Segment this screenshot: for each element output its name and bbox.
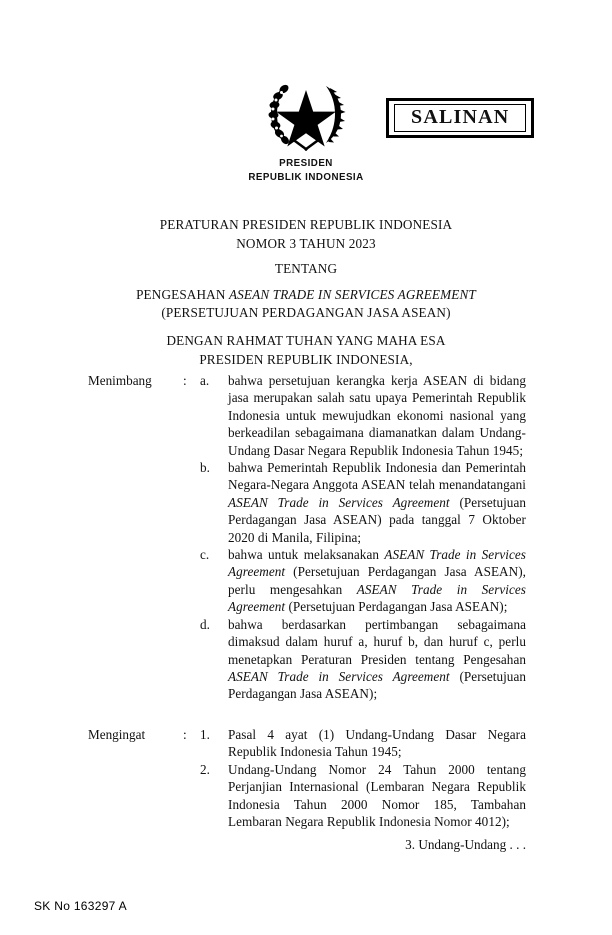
menimbang-item [0,616,612,703]
salinan-stamp-label: SALINAN [394,104,526,132]
mengingat-item-marker: 1. [200,727,210,742]
title-subject-agreement-name: ASEAN TRADE IN SERVICES AGREEMENT [228,286,476,302]
menimbang-item-marker: a. [200,373,210,388]
mengingat-row [0,726,612,830]
preamble-line-blessing: DENGAN RAHMAT TUHAN YANG MAHA ESA [166,333,446,348]
menimbang-item [0,372,612,459]
clause-text-run: bahwa berdasarkan pertimbangan sebagaimana dimaksud dalam huruf a, huruf b, dan huruf c, perlu menetapkan Peraturan Presiden tentang Pengesahan [228,616,526,667]
agreement-name-italic: ASEAN Trade in Services Agreement [228,494,450,510]
menimbang-item-text [228,546,526,616]
clause-text-run: (Persetujuan Perdagangan Jasa ASEAN); [285,599,508,615]
indonesian-national-emblem-star-wreath [260,72,352,156]
document-title-block [56,216,556,323]
salinan-stamp [386,98,534,138]
title-line-subject-translation: (PERSETUJUAN PERDAGANGAN JASA ASEAN) [161,305,451,320]
menimbang-item-marker: b. [200,460,210,476]
title-line-number: NOMOR 3 TAHUN 2023 [236,235,376,251]
clause-text-run: Undang-Undang Nomor 24 Tahun 2000 tentang Perjanjian Internasional (Lembaran Negara Republik Indonesia Tahun 2000 Nomor 185, Tambahan Lembaran Negara Republik Indonesia Nomor 4012); [228,761,526,830]
menimbang-item-marker: d. [200,616,210,632]
clause-text-run: (Persetujuan Perdagangan Jasa ASEAN) pada tanggal 7 Oktober 2020 di Manila, Filipina; [228,494,526,545]
title-line-subject [56,286,556,305]
title-line-tentang: TENTANG [274,261,338,276]
emblem-caption-line-2: REPUBLIK INDONESIA [248,170,364,183]
menimbang-item-marker: c. [200,547,210,563]
menimbang-item [0,546,612,616]
menimbang-item-text [228,372,526,459]
preamble-line-president: PRESIDEN REPUBLIK INDONESIA, [199,351,413,367]
menimbang-row [0,372,612,703]
title-subject-prefix: PENGESAHAN [136,286,229,302]
clause-text-run: Pasal 4 ayat (1) Undang-Undang Dasar Negara Republik Indonesia Tahun 1945; [228,727,526,760]
menimbang-item [0,459,612,546]
mengingat-item [0,726,612,761]
agreement-name-italic: ASEAN Trade in Services Agreement [228,581,526,615]
emblem-caption-line-1: PRESIDEN [279,157,333,169]
mengingat-item-text [228,726,526,761]
menimbang-item-text [228,459,526,546]
mengingat-item-text [228,761,526,831]
mengingat-section [0,726,612,830]
emblem-caption [0,157,612,184]
clause-text-run: (Persetujuan Perdagangan Jasa ASEAN), perlu mengesahkan [228,564,526,597]
clause-text-run: bahwa Pemerintah Republik Indonesia dan Pemerintah Negara-Negara Anggota ASEAN telah menandatangani [228,460,526,493]
sk-document-stamp: SK No 163297 A [34,899,127,913]
mengingat-label: Mengingat [88,727,146,742]
agreement-name-italic: ASEAN Trade in Services Agreement [228,547,526,580]
mengingat-item [0,761,612,831]
preamble-block [56,332,556,369]
menimbang-label: Menimbang [88,373,152,388]
clause-text-run: bahwa untuk melaksanakan [228,547,385,563]
page-catchword: 3. Undang-Undang . . . [405,837,526,852]
menimbang-item-text [228,616,526,703]
clause-text-run: (Persetujuan Perdagangan Jasa ASEAN); [228,668,526,702]
menimbang-section [0,372,612,703]
title-line-regulation: PERATURAN PRESIDEN REPUBLIK INDONESIA [159,217,453,232]
mengingat-item-marker: 2. [200,761,210,777]
mengingat-colon: : [183,727,187,742]
clause-text-run: bahwa persetujuan kerangka kerja ASEAN di bidang jasa merupakan salah satu upaya Pemerintah Republik Indonesia untuk mewujudkan ekonomi nasional yang berkeadilan sebagaimana diamanatkan dalam Undang-Undang Dasar Negara Republik Indonesia Tahun 1945; [228,373,526,458]
menimbang-colon: : [183,373,187,388]
agreement-name-italic: ASEAN Trade in Services Agreement [228,668,450,684]
